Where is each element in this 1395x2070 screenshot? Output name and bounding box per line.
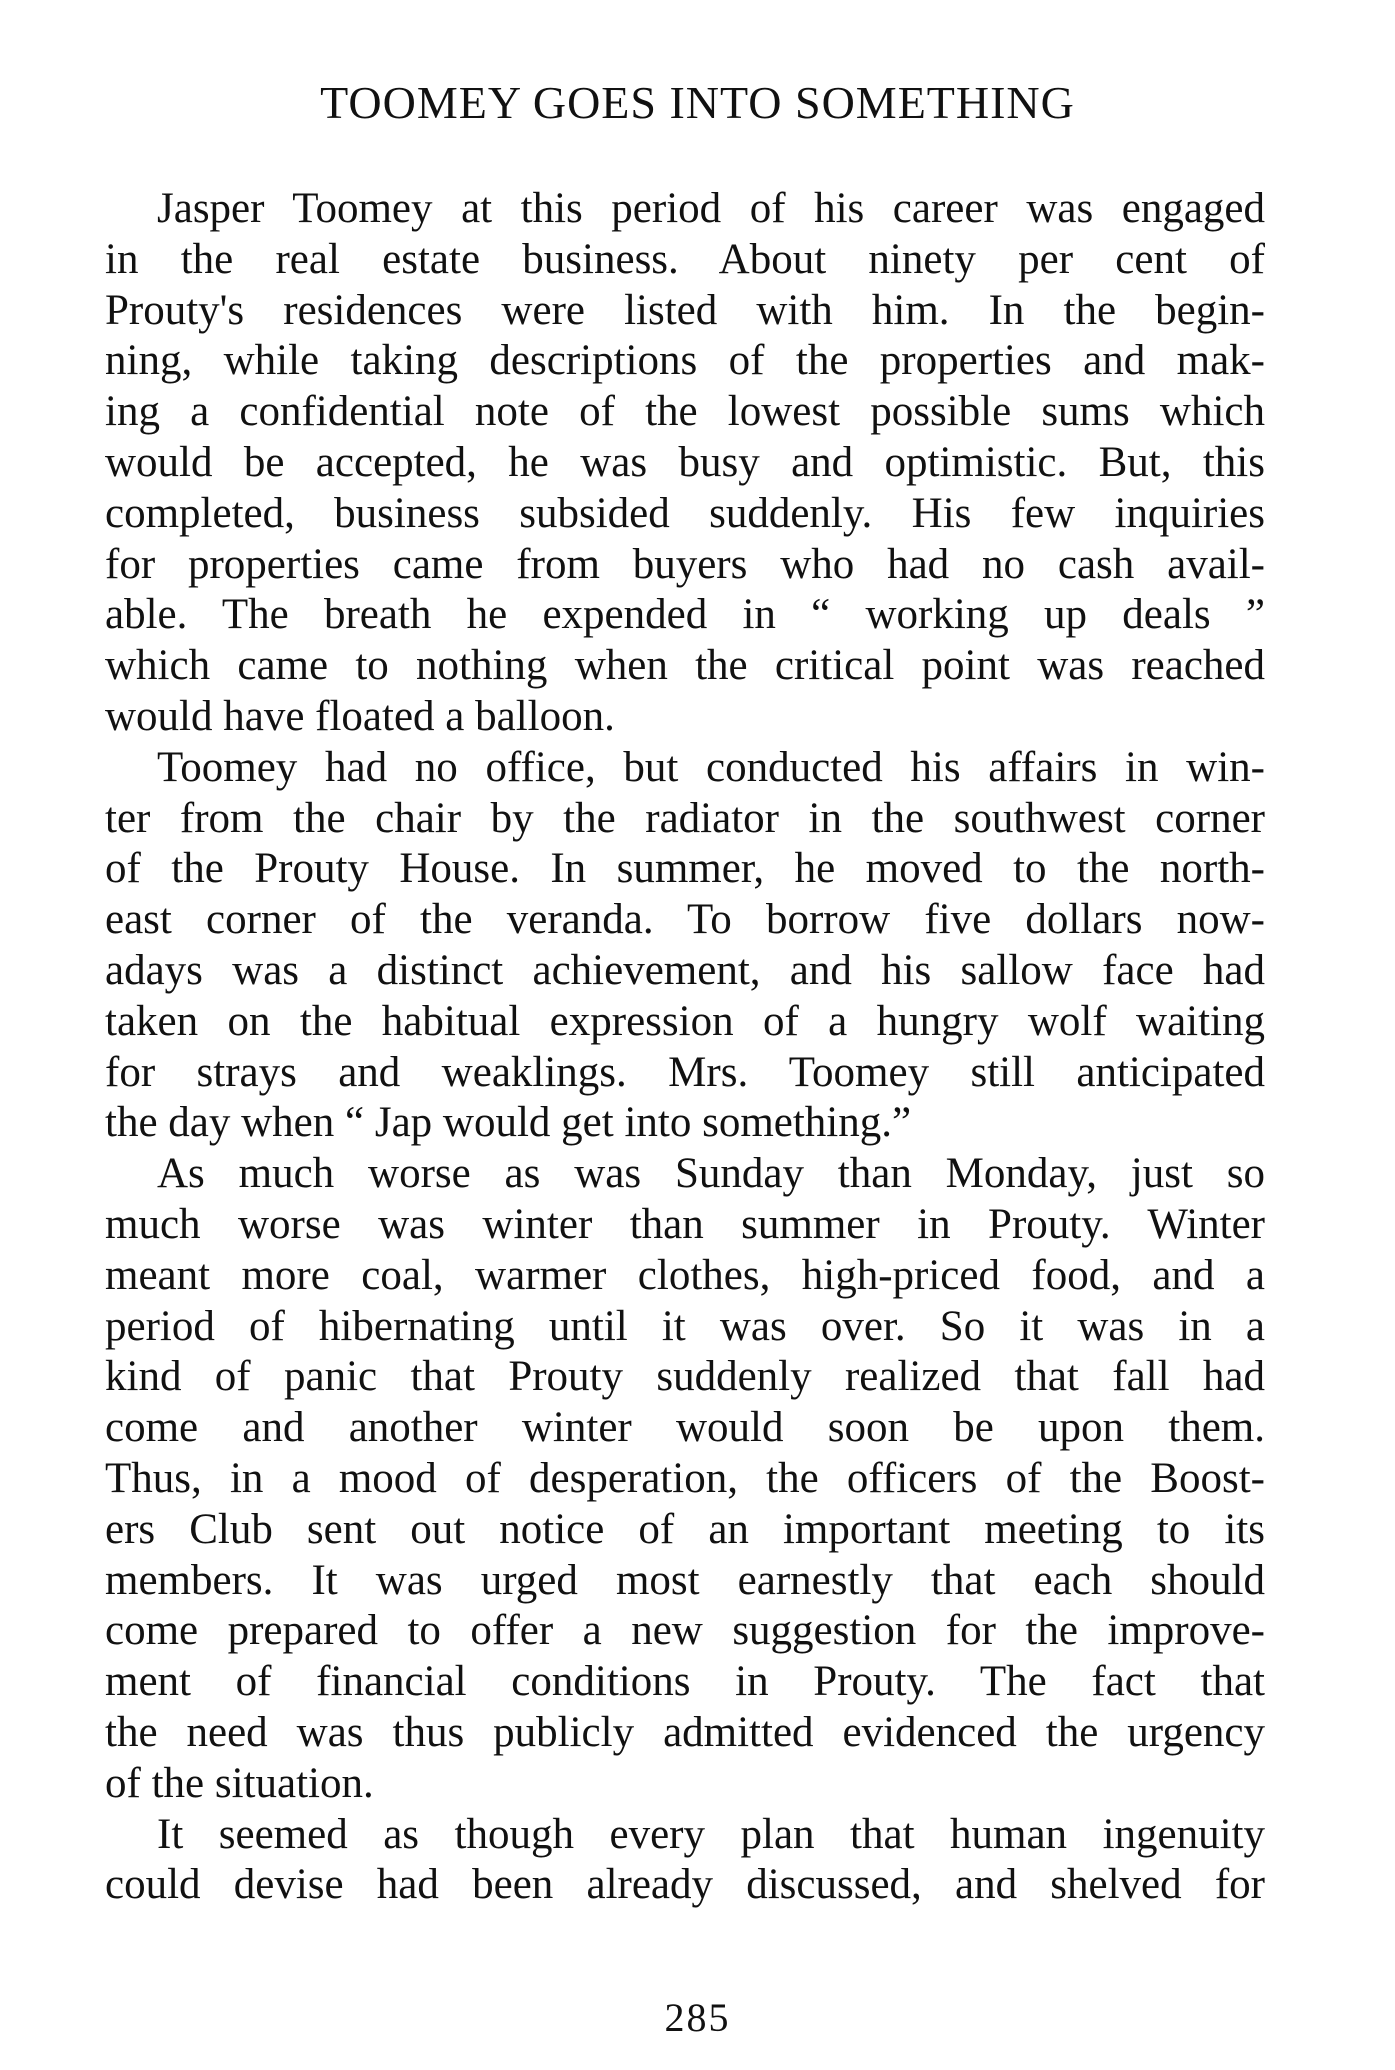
- paragraph-3-line: Thus, in a mood of desperation, the officers of the Boost-: [105, 1454, 1265, 1502]
- paragraph-3-line: of the situation.: [105, 1759, 374, 1807]
- paragraph-1-line: for properties came from buyers who had no cash avail-: [105, 540, 1265, 588]
- paragraph-1-line: ing a confidential note of the lowest possible sums which: [105, 388, 1265, 436]
- paragraph-3-line: period of hibernating until it was over. So it was in a: [105, 1302, 1265, 1350]
- running-head: TOOMEY GOES INTO SOMETHING: [320, 77, 1075, 128]
- paragraph-4-line: could devise had been already discussed, and shelved for: [105, 1861, 1265, 1909]
- paragraph-3-line: meant more coal, warmer clothes, high-priced food, and a: [105, 1251, 1265, 1299]
- paragraph-2-line: taken on the habitual expression of a hungry wolf waiting: [105, 997, 1265, 1045]
- body-text: [105, 184, 1265, 1911]
- paragraph-3-line: the need was thus publicly admitted evidenced the urgency: [105, 1708, 1265, 1756]
- paragraph-3-line: kind of panic that Prouty suddenly realized that fall had: [105, 1353, 1265, 1401]
- paragraph-1-line: able. The breath he expended in “ working up deals ”: [105, 591, 1265, 639]
- paragraph-4-line: It seemed as though every plan that human ingenuity: [157, 1810, 1265, 1858]
- paragraph-2-line: the day when “ Jap would get into something.”: [105, 1099, 912, 1147]
- paragraph-3-line: much worse was winter than summer in Prouty. Winter: [105, 1200, 1265, 1248]
- paragraph-1-line: ning, while taking descriptions of the properties and mak-: [105, 337, 1265, 385]
- paragraph-1-line: which came to nothing when the critical point was reached: [105, 642, 1265, 690]
- paragraph-3-line: come and another winter would soon be upon them.: [105, 1404, 1265, 1452]
- paragraph-2-line: east corner of the veranda. To borrow five dollars now-: [105, 896, 1265, 944]
- paragraph-1-line: Jasper Toomey at this period of his career was engaged: [157, 185, 1265, 232]
- paragraph-3-line: ment of financial conditions in Prouty. The fact that: [105, 1658, 1265, 1706]
- paragraph-2-line: ter from the chair by the radiator in the southwest corner: [105, 794, 1265, 842]
- paragraph-2-line: Toomey had no office, but conducted his affairs in win-: [157, 743, 1265, 791]
- paragraph-3-line: members. It was urged most earnestly that each should: [105, 1556, 1265, 1604]
- paragraph-3-line: As much worse as was Sunday than Monday, just so: [157, 1150, 1265, 1198]
- paragraph-2-line: adays was a distinct achievement, and his sallow face had: [105, 946, 1265, 994]
- paragraph-2-line: for strays and weaklings. Mrs. Toomey still anticipated: [105, 1048, 1265, 1096]
- page-number: 285: [664, 1995, 731, 2040]
- paragraph-3-line: ers Club sent out notice of an important meeting to its: [105, 1505, 1265, 1553]
- paragraph-2-line: of the Prouty House. In summer, he moved to the north-: [105, 845, 1265, 893]
- paragraph-3-line: come prepared to offer a new suggestion for the improve-: [105, 1607, 1265, 1655]
- paragraph-1-line: Prouty's residences were listed with him. In the begin-: [105, 286, 1265, 334]
- paragraph-1-line: in the real estate business. About ninety per cent of: [105, 235, 1265, 283]
- paragraph-1-line: would have floated a balloon.: [105, 692, 615, 740]
- paragraph-1-line: would be accepted, he was busy and optimistic. But, this: [105, 438, 1265, 486]
- paragraph-1-line: completed, business subsided suddenly. His few inquiries: [105, 489, 1265, 537]
